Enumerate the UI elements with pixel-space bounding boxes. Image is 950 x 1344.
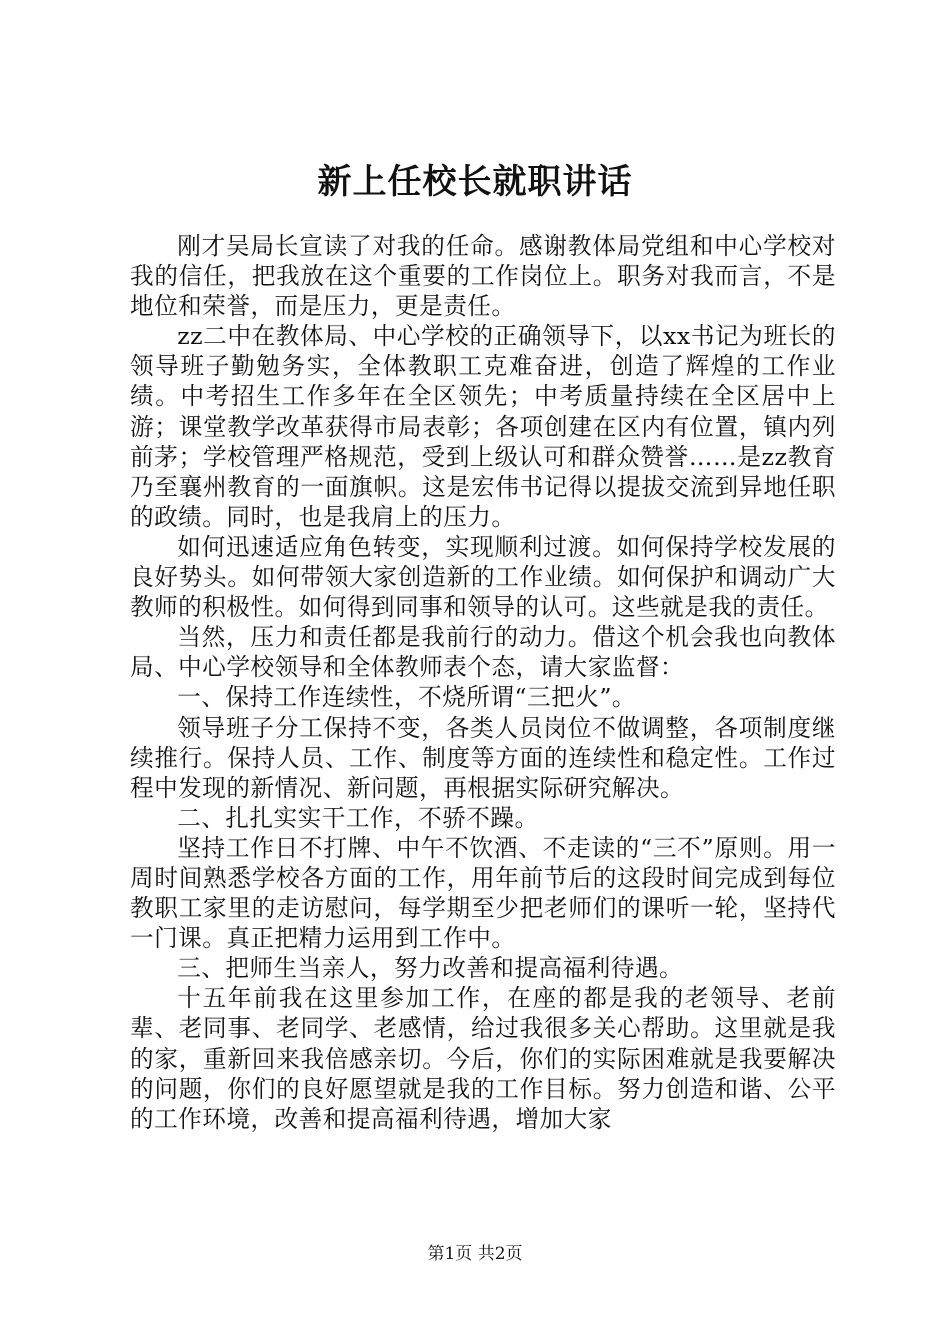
section-heading: 二、扎扎实实干工作，不骄不躁。	[177, 803, 539, 832]
paragraph: 当然，压力和责任都是我前行的动力。借这个机会我也向教体局、中心学校领导和全体教师表个态，请大家监督：	[130, 623, 836, 682]
section-heading: 三、把师生当亲人，努力改善和提高福利待遇。	[177, 954, 684, 983]
paragraph: 如何迅速适应角色转变，实现顺利过渡。如何保持学校发展的良好势头。如何带领大家创造新的工作业绩。如何保护和调动广大教师的积极性。如何得到同事和领导的认可。这些就是我的责任。	[130, 532, 836, 622]
paragraph: 坚持工作日不打牌、中午不饮酒、不走读的“三不”原则。用一周时间熟悉学校各方面的工作，用年前节后的这段时间完成到每位教职工家里的走访慰问，每学期至少把老师们的课听一轮，坚持代一门课。真正把精力运用到工作中。	[130, 833, 836, 953]
paragraph: zz二中在教体局、中心学校的正确领导下，以xx书记为班长的领导班子勤勉务实，全体教职工克难奋进，创造了辉煌的工作业绩。中考招生工作多年在全区领先；中考质量持续在全区居中上游；课堂教学改革获得市局表彰；各项创建在区内有位置，镇内列前茅；学校管理严格规范，受到上级认可和群众赞誉……是zz教育乃至襄州教育的一面旗帜。这是宏伟书记得以提拔交流到异地任职的政绩。同时，也是我肩上的压力。	[130, 322, 836, 531]
section-heading: 一、保持工作连续性，不烧所谓“三把火”。	[177, 683, 636, 712]
page-footer: 第1页 共2页	[427, 1244, 523, 1264]
page-title: 新上任校长就职讲话	[317, 162, 633, 202]
paragraph: 领导班子分工保持不变，各类人员岗位不做调整，各项制度继续推行。保持人员、工作、制度等方面的连续性和稳定性。工作过程中发现的新情况、新问题，再根据实际研究解决。	[130, 713, 836, 802]
paragraph: 刚才吴局长宣读了对我的任命。感谢教体局党组和中心学校对我的信任，把我放在这个重要的工作岗位上。职务对我而言，不是地位和荣誉，而是压力，更是责任。	[130, 232, 836, 321]
paragraph: 十五年前我在这里参加工作，在座的都是我的老领导、老前辈、老同事、老同学、老感情，给过我很多关心帮助。这里就是我的家，重新回来我倍感亲切。今后，你们的实际困难就是我要解决的问题，你们的良好愿望就是我的工作目标。努力创造和谐、公平的工作环境，改善和提高福利待遇，增加大家	[130, 984, 836, 1133]
document-body	[130, 231, 836, 1134]
